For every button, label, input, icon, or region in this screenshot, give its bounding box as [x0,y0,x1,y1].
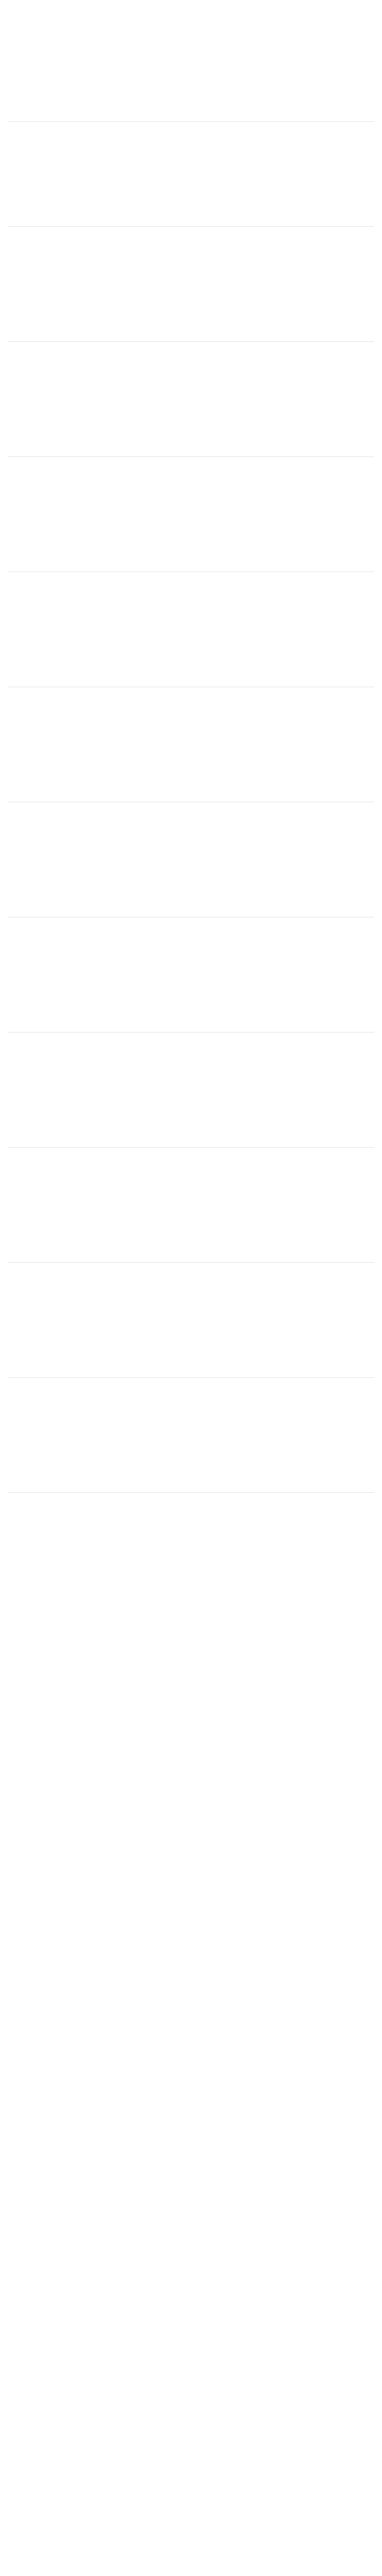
question-block [8,457,374,572]
reference-answer [8,409,374,419]
question-text [8,807,374,827]
answer-option [8,972,374,982]
answer-explanation [8,1111,374,1141]
question-text [8,11,374,31]
question-block [8,342,374,457]
reference-answer [8,178,374,188]
answer-option [8,607,374,617]
question-block [8,1033,374,1148]
question-text [8,346,374,366]
answer-option [8,1422,374,1432]
question-block [8,227,374,342]
answer-option [8,1297,374,1307]
answer-option [8,502,374,512]
question-text [8,922,374,942]
reference-answer [8,1099,374,1109]
answer-option [8,376,374,386]
question-block [8,122,374,227]
question-text [8,1152,374,1172]
answer-option [8,146,374,156]
answer-option [8,492,374,502]
answer-option [8,1412,374,1422]
reference-answer [8,1329,374,1339]
answer-option [8,617,374,627]
question-block [8,917,374,1033]
answer-explanation [8,536,374,566]
answer-option [8,627,374,637]
answer-option [8,1432,374,1442]
answer-option [8,732,374,742]
answer-option [8,1077,374,1087]
question-text [8,461,374,482]
answer-option [8,597,374,607]
answer-option [8,1317,374,1327]
answer-option [8,61,374,71]
answer-explanation [8,191,374,221]
answer-explanation [8,1342,374,1372]
question-text [8,692,374,712]
answer-option [8,396,374,406]
answer-option [8,271,374,281]
answer-option [8,742,374,752]
answer-option [8,261,374,271]
answer-option [8,166,374,176]
answer-option [8,847,374,857]
reference-answer [8,639,374,649]
answer-option [8,1182,374,1192]
answer-explanation [8,86,374,116]
answer-option [8,366,374,376]
question-block [8,7,374,122]
answer-option [8,41,374,51]
answer-option [8,712,374,722]
reference-answer [8,294,374,304]
question-text [8,577,374,597]
answer-option [8,1087,374,1097]
answer-option [8,386,374,396]
answer-explanation [8,651,374,681]
reference-answer [8,984,374,994]
answer-option [8,942,374,952]
answer-explanation [8,996,374,1026]
answer-option [8,1402,374,1412]
answer-option [8,1287,374,1297]
question-list [8,7,374,1493]
question-text [8,1267,374,1287]
reference-answer [8,1445,374,1455]
answer-option [8,722,374,732]
answer-option [8,857,374,867]
question-block [8,1148,374,1263]
answer-option [8,512,374,522]
answer-option [8,31,374,41]
question-text [8,126,374,146]
answer-option [8,1307,374,1317]
answer-option [8,837,374,847]
answer-option [8,1057,374,1067]
answer-option [8,251,374,261]
question-block [8,1378,374,1493]
answer-option [8,1202,374,1212]
question-block [8,572,374,687]
answer-option [8,156,374,166]
answer-explanation [8,306,374,336]
answer-explanation [8,1227,374,1257]
answer-explanation [8,766,374,796]
question-block [8,802,374,917]
reference-answer [8,73,374,83]
question-text [8,231,374,251]
answer-option [8,952,374,962]
answer-option [8,1192,374,1202]
reference-answer [8,869,374,879]
answer-option [8,482,374,492]
answer-option [8,962,374,972]
answer-option [8,281,374,291]
answer-option [8,1172,374,1182]
answer-explanation [8,421,374,451]
reference-answer [8,754,374,764]
reference-answer [8,1214,374,1224]
question-text [8,1382,374,1402]
question-text [8,1037,374,1057]
answer-explanation [8,1457,374,1487]
answer-option [8,827,374,837]
answer-explanation [8,881,374,911]
answer-option [8,51,374,61]
question-block [8,1263,374,1378]
reference-answer [8,524,374,534]
question-block [8,687,374,802]
answer-option [8,1067,374,1077]
